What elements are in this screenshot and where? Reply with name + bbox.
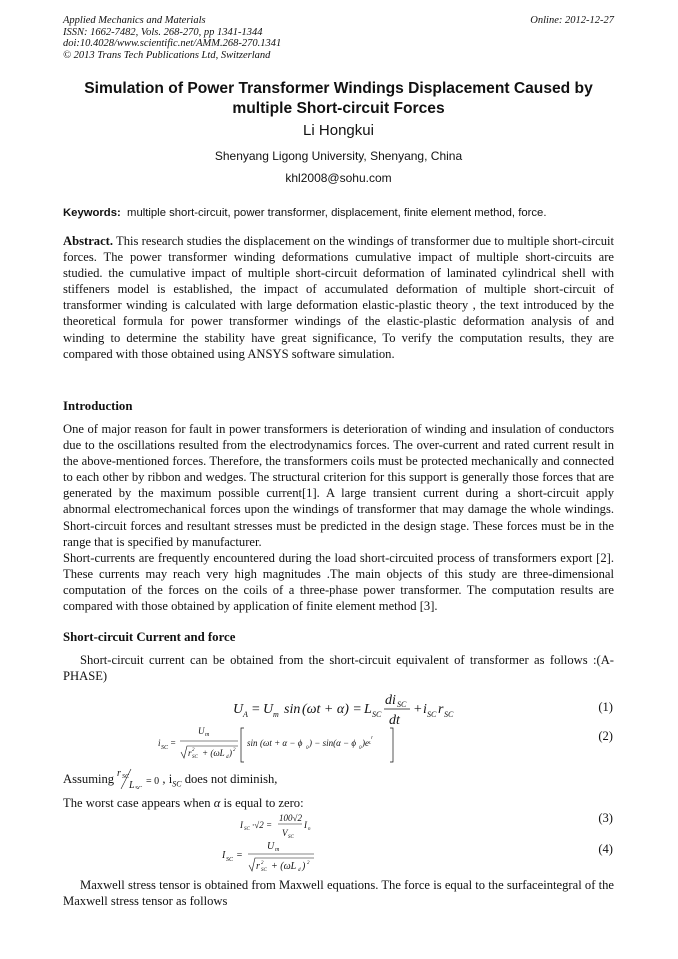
svg-text:I: I xyxy=(304,820,307,830)
svg-text:(ωt + α) =: (ωt + α) = xyxy=(302,702,362,717)
svg-text:U: U xyxy=(263,702,274,717)
online-date: Online: 2012-12-27 xyxy=(530,15,614,26)
keywords xyxy=(63,206,623,221)
worst-case-suffix: is equal to zero: xyxy=(223,796,304,810)
svg-text:A: A xyxy=(243,710,248,719)
svg-text:r: r xyxy=(117,768,122,779)
svg-text:i: i xyxy=(158,738,161,748)
svg-text:=: = xyxy=(170,738,177,748)
svg-text:2: 2 xyxy=(233,748,236,753)
svg-text:2: 2 xyxy=(261,861,264,866)
svg-text:r: r xyxy=(188,748,192,758)
title-line-2: multiple Short-circuit Forces xyxy=(232,99,445,117)
equation-2-graphic xyxy=(158,722,398,766)
equation-2 xyxy=(158,722,398,771)
svg-text:SC: SC xyxy=(372,710,382,719)
issn-line: ISSN: 1662-7482, Vols. 268-270, pp 1341-1344 xyxy=(63,26,263,38)
svg-text:): ) xyxy=(302,861,306,872)
assuming-line: Assuming r SC L SC = 0 , $i_{SC}$ does not diminish, xyxy=(63,767,277,793)
svg-text:I: I xyxy=(222,850,226,861)
svg-text:=: = xyxy=(251,702,261,717)
svg-text:U: U xyxy=(267,841,275,852)
introduction-heading: Introduction xyxy=(63,399,133,413)
svg-text:di: di xyxy=(385,693,396,708)
author-email: khl2008@sohu.com xyxy=(285,171,392,185)
svg-text:V: V xyxy=(282,828,288,838)
svg-text:0: 0 xyxy=(359,746,362,751)
journal-header xyxy=(63,15,483,61)
assuming-suffix: does not diminish, xyxy=(184,772,278,786)
svg-text:(ωt + α − ϕ: (ωt + α − ϕ xyxy=(260,738,303,748)
worst-case-prefix: The worst case appears when xyxy=(63,796,211,810)
svg-text:SC: SC xyxy=(261,868,267,873)
svg-text:r: r xyxy=(371,736,373,741)
svg-text:sin: sin xyxy=(247,738,258,748)
abstract-label: Abstract. xyxy=(63,234,114,248)
svg-text:2: 2 xyxy=(307,861,310,866)
svg-text:U: U xyxy=(233,702,244,717)
svg-text:r: r xyxy=(438,705,444,717)
abstract-text: This research studies the displacement on the windings of transformer due to multiple short-circuit forces. The power transformer winding deformations cumulative impact of multiple short-circuits are studied. the cumulative impact of multiple short-circuit deformation of laminated cylindrical shell with stiffeners model is established, the impact of accumulated deformation of multiple short-circuit of transformer winding is calculated with large deformation elastic-plastic theory , the text introduced by the theoretical formula for power transformer windings of the elastic-plastic deformation analysis of and winding to determine the stability have great significance, To verify the computation results, they are compared with those obtained using ANSYS software simulation. xyxy=(63,234,614,361)
svg-text:+: + xyxy=(413,702,423,717)
equation-1-tail-graphic xyxy=(438,705,468,725)
keywords-label: Keywords: xyxy=(63,207,121,219)
keywords-text: multiple short-circuit, power transformer, displacement, finite element method, force. xyxy=(127,207,547,219)
svg-text:SC: SC xyxy=(427,710,437,719)
svg-text:d: d xyxy=(298,868,301,873)
abstract xyxy=(63,233,614,362)
equation-number-3: (3) xyxy=(598,811,613,825)
svg-text:): ) xyxy=(229,748,232,758)
equation-number-4: (4) xyxy=(598,842,613,856)
svg-text:SC: SC xyxy=(244,827,250,832)
title-line-1: Simulation of Power Transformer Windings Displacement Caused by xyxy=(84,80,593,97)
equation-4 xyxy=(222,838,322,879)
assuming-prefix: Assuming xyxy=(63,772,115,786)
maxwell-paragraph: Maxwell stress tensor is obtained from Maxwell equations. The force is equal to the surfaceintegral of the Maxwell stress tensor as follows xyxy=(63,878,614,909)
svg-text:m: m xyxy=(275,847,280,853)
svg-text:m: m xyxy=(205,732,210,738)
svg-text:SC: SC xyxy=(192,755,198,760)
svg-text:dt: dt xyxy=(389,713,400,728)
svg-text:SC: SC xyxy=(161,745,169,751)
introduction-paragraph-1: One of major reason for fault in power transformers is deterioration of winding and insulation of conductors due to the oscillations resulted from the electrodynamics forces. The over-current and rated current result in the above-mentioned forces. Therefore, the transformers coils must be protected mechanically and connected to each other by ribbon and wedges. The structural criterion for this support is generally those forces that are generated by the maximum possible current[1]. A large transient current during a short-circuit apply abnormal electromechanical forces upon the windings of transformer that may damage the whole windings. Short-circuit forces and resultant stresses must be predicted in the design stage. These forces must be in the range that is specified by manufacturer. xyxy=(63,422,614,549)
svg-text:+ (ωL: + (ωL xyxy=(271,861,297,872)
doi-line: doi:10.4028/www.scientific.net/AMM.268-270.1341 xyxy=(63,38,282,49)
svg-text:SC: SC xyxy=(226,857,234,863)
svg-text:i: i xyxy=(423,702,427,717)
equation-3-graphic xyxy=(240,811,320,841)
svg-text:SC: SC xyxy=(444,710,454,719)
affiliation: Shenyang Ligong University, Shenyang, China xyxy=(214,149,463,163)
svg-text:m: m xyxy=(273,710,279,719)
short-circuit-paragraph: Short-circuit current can be obtained from the short-circuit equivalent of transformer as follows :(A-PHASE) xyxy=(63,653,614,684)
author-name: Li Hongkui xyxy=(303,122,374,139)
worst-case-line: The worst case appears when α is equal to zero: xyxy=(63,796,304,810)
equation-number-1: (1) xyxy=(598,700,613,714)
svg-text:sin: sin xyxy=(284,702,301,717)
svg-text:U: U xyxy=(198,726,205,736)
assuming-fraction xyxy=(117,767,159,789)
svg-text:SC: SC xyxy=(122,774,130,780)
svg-text:L: L xyxy=(369,740,372,745)
equation-number-2: (2) xyxy=(598,729,613,743)
svg-text:d: d xyxy=(226,755,229,760)
equation-4-graphic xyxy=(222,838,322,874)
equation-1-tail xyxy=(438,705,468,730)
paper-title xyxy=(63,79,614,118)
svg-text:2: 2 xyxy=(192,748,195,753)
svg-text:=: = xyxy=(236,850,243,861)
svg-text:100√2: 100√2 xyxy=(279,813,302,823)
svg-text:L: L xyxy=(129,780,135,789)
svg-text:r: r xyxy=(256,861,260,872)
svg-text:·√2 =: ·√2 = xyxy=(252,820,273,830)
svg-text:+ (ωL: + (ωL xyxy=(202,748,225,758)
journal-name: Applied Mechanics and Materials xyxy=(63,15,206,26)
svg-text:L: L xyxy=(364,702,372,717)
copyright-line: © 2013 Trans Tech Publications Ltd, Switzerland xyxy=(63,49,271,61)
svg-text:) − sin(α − ϕ: ) − sin(α − ϕ xyxy=(309,738,357,748)
svg-text:SC: SC xyxy=(397,700,407,709)
svg-text:)e: )e xyxy=(362,738,369,748)
svg-text:I: I xyxy=(240,820,243,830)
svg-text:SC: SC xyxy=(135,786,143,789)
svg-text:= 0: = 0 xyxy=(146,776,160,787)
introduction-paragraph-2: Short-currents are frequently encountered during the load short-circuited process of transformers export [2]. These currents may reach very high magnitudes .The main objects of this study are three-dimensional computation of the forces on the coils of a three-phase power transformer. The computation results are compared with those obtained by application of finite element method [3]. xyxy=(63,550,614,614)
assuming-mid: , i xyxy=(162,772,173,786)
svg-text:SC: SC xyxy=(288,835,294,840)
introduction-body xyxy=(63,421,614,614)
svg-text:0: 0 xyxy=(306,746,309,751)
short-circuit-heading: Short-circuit Current and force xyxy=(63,630,236,644)
svg-text:n: n xyxy=(308,827,311,832)
